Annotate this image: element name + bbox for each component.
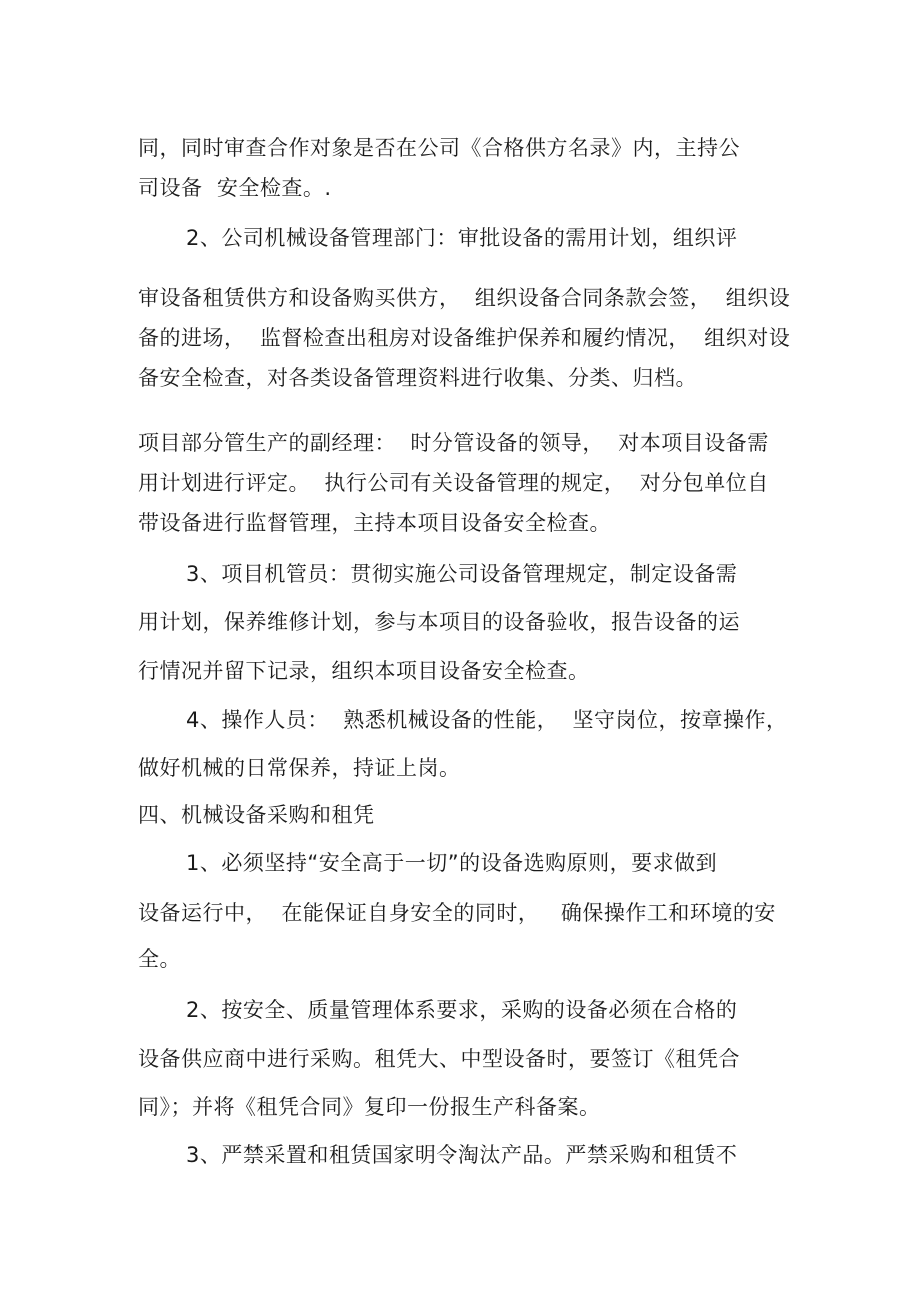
text-line: 用计划，保养维修计划，参与本项目的设备验收，报告设备的运	[138, 610, 740, 634]
text-line: 1、必须坚持“安全高于一切”的设备选购原则，要求做到	[186, 851, 718, 875]
text-line: 做好机械的日常保养，持证上岗。	[138, 756, 461, 780]
section-heading: 四、机械设备采购和租凭	[138, 803, 375, 827]
text-line: 设备运行中， 在能保证自身安全的同时， 确保操作工和环境的安	[138, 901, 776, 925]
text-line: 备安全检查，对各类设备管理资料进行收集、分类、归档。	[138, 366, 697, 390]
text-line: 3、严禁采置和租赁国家明令淘汰产品。严禁采购和租赁不	[186, 1143, 738, 1167]
text-line: 全。	[138, 947, 181, 971]
text-line: 司设备 安全检查。.	[138, 176, 332, 200]
text-line: 行情况并留下记录，组织本项目设备安全检查。	[138, 659, 590, 683]
text-line: 3、项目机管员：贯彻实施公司设备管理规定，制定设备需	[186, 562, 738, 586]
text-line: 同，同时审查合作对象是否在公司《合格供方名录》内，主持公	[138, 136, 740, 160]
text-line: 用计划进行评定。 执行公司有关设备管理的规定， 对分包单位自	[138, 471, 769, 495]
text-line: 带设备进行监督管理，主持本项目设备安全检查。	[138, 511, 611, 535]
text-line: 同》；并将《租凭合同》复印一份报生产科备案。	[138, 1095, 601, 1119]
text-line: 项目部分管生产的副经理： 时分管设备的领导， 对本项目设备需	[138, 431, 769, 455]
text-line: 2、按安全、质量管理体系要求，采购的设备必须在合格的	[186, 998, 738, 1022]
text-line: 2、公司机械设备管理部门：审批设备的需用计划，组织评	[186, 226, 738, 250]
text-line: 设备供应商中进行采购。租凭大、中型设备时，要签订《租凭合	[138, 1047, 740, 1071]
text-line: 审设备租赁供方和设备购买供方， 组织设备合同条款会签， 组织设	[138, 286, 791, 310]
text-line: 4、操作人员： 熟悉机械设备的性能， 坚守岗位，按章操作，	[186, 708, 788, 732]
text-line: 备的进场， 监督检查出租房对设备维护保养和履约情况， 组织对设	[138, 326, 791, 350]
